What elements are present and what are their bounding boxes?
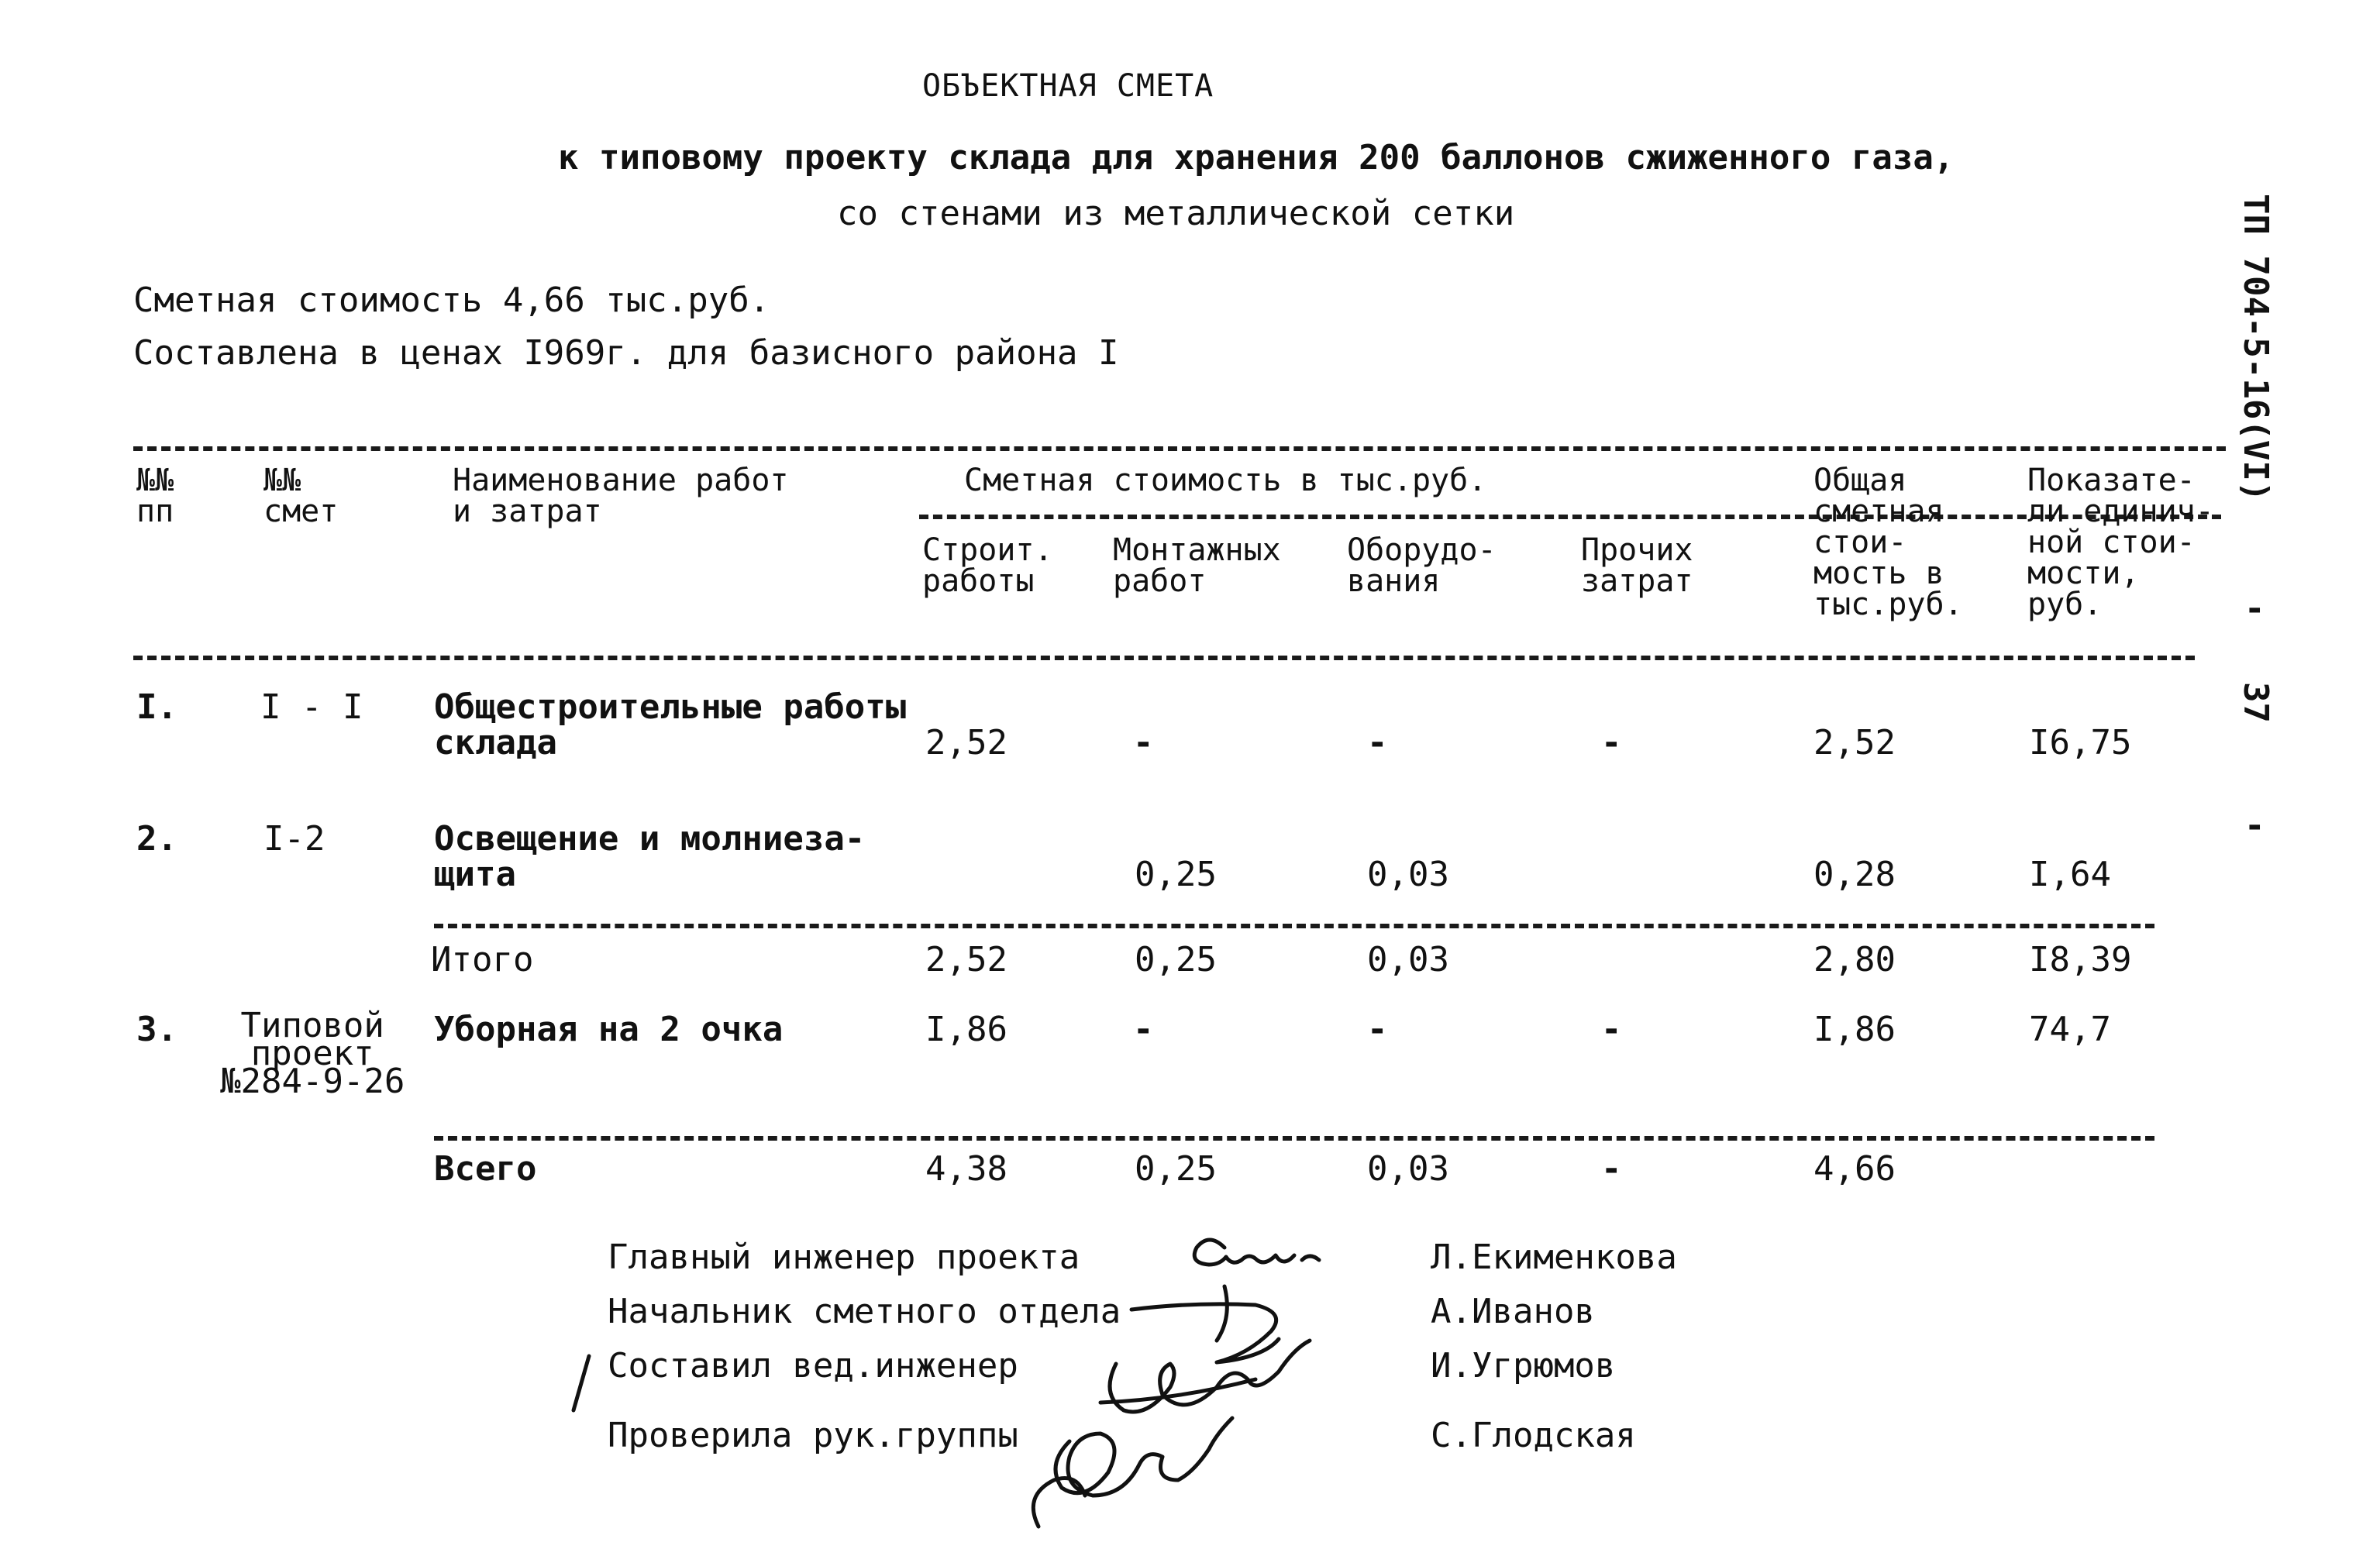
signature-role: Начальник сметного отдела	[608, 1292, 1121, 1331]
signature-role: Проверила рук.группы	[608, 1416, 1018, 1455]
row-equip: -	[1367, 1010, 1388, 1049]
side-mark-2: -	[2244, 806, 2265, 845]
row-other: -	[1601, 1149, 1622, 1189]
signature-name: А.Иванов	[1431, 1292, 1595, 1331]
row-build: 4,38	[925, 1149, 1007, 1189]
row-total: 4,66	[1813, 1149, 1896, 1189]
row-name: Освещение и молниеза- щита	[434, 819, 866, 894]
side-page-number: 37	[2236, 682, 2275, 723]
row-mount: 0,25	[1135, 1149, 1217, 1189]
subtitle-line-1: к типовому проекту склада для хранения 200 баллонов сжиженного газа,	[558, 138, 1955, 177]
row-equip: 0,03	[1367, 855, 1449, 894]
row-total: I,86	[1813, 1010, 1896, 1049]
row-num: I.	[136, 687, 177, 727]
side-project-code: ТП 704-5-16(VI)	[2236, 194, 2275, 502]
handwritten-signatures	[558, 1217, 1410, 1542]
cost-line: Сметная стоимость 4,66 тыс.руб.	[133, 281, 770, 320]
header-estimate: №№ смет	[263, 463, 339, 529]
row-unit: I6,75	[2029, 723, 2132, 763]
row-mount: -	[1133, 1010, 1154, 1049]
signature-name: Л.Екименкова	[1431, 1238, 1677, 1277]
row-equip: 0,03	[1367, 940, 1449, 979]
group-rule	[919, 515, 2221, 519]
signature-role: Главный инженер проекта	[608, 1238, 1080, 1277]
row-num: 3.	[136, 1010, 177, 1049]
header-other: Прочих затрат	[1581, 532, 1693, 599]
subtotal-rule	[434, 924, 2154, 928]
side-mark-1: -	[2244, 589, 2265, 628]
signature-name: С.Глодская	[1431, 1416, 1636, 1455]
row-build: 2,52	[925, 940, 1007, 979]
header-build: Строит. работы	[922, 532, 1053, 599]
row-total: 2,80	[1813, 940, 1896, 979]
row-estimate: Типовой проект №284-9-26	[220, 1006, 405, 1101]
signature-role: Составил вед.инженер	[608, 1346, 1018, 1386]
subtitle-line-2: со стенами из металлической сетки	[837, 194, 1515, 233]
row-mount: 0,25	[1135, 940, 1217, 979]
row-estimate: I-2	[263, 819, 325, 859]
row-num: 2.	[136, 819, 177, 859]
row-name: Общестроительные работы склада	[434, 687, 907, 763]
row-other: -	[1601, 723, 1622, 763]
signature-name: И.Угрюмов	[1431, 1346, 1616, 1386]
header-equip: Оборудо- вания	[1347, 532, 1497, 599]
row-estimate: I - I	[260, 687, 363, 727]
document-title: ОБЪЕКТНАЯ СМЕТА	[922, 68, 1214, 104]
row-unit: I,64	[2029, 855, 2111, 894]
header-num: №№ пп	[136, 463, 174, 529]
row-other: -	[1601, 1010, 1622, 1049]
row-build: I,86	[925, 1010, 1007, 1049]
row-name: Уборная на 2 очка	[434, 1010, 784, 1049]
header-cost-group: Сметная стоимость в тыс.руб.	[964, 463, 1487, 498]
row-name: Всего	[434, 1149, 537, 1189]
row-unit: I8,39	[2029, 940, 2132, 979]
header-unit: Показате- ли единич- ной стои- мости, руб.	[2027, 463, 2214, 622]
header-total: Общая сметная стои- мость в тыс.руб.	[1813, 463, 1963, 622]
row-equip: 0,03	[1367, 1149, 1449, 1189]
row-total: 2,52	[1813, 723, 1896, 763]
row-equip: -	[1367, 723, 1388, 763]
row-mount: -	[1133, 723, 1154, 763]
total-rule	[434, 1136, 2154, 1141]
row-total: 0,28	[1813, 855, 1896, 894]
header-name: Наименование работ и затрат	[453, 463, 789, 529]
header-bottom-rule	[133, 656, 2195, 660]
prices-line: Составлена в ценах I969г. для базисного района I	[133, 333, 1119, 373]
row-unit: 74,7	[2029, 1010, 2111, 1049]
table-top-rule	[133, 446, 2226, 451]
row-name: Итого	[431, 940, 534, 979]
header-mount: Монтажных работ	[1113, 532, 1281, 599]
row-mount: 0,25	[1135, 855, 1217, 894]
row-build: 2,52	[925, 723, 1007, 763]
